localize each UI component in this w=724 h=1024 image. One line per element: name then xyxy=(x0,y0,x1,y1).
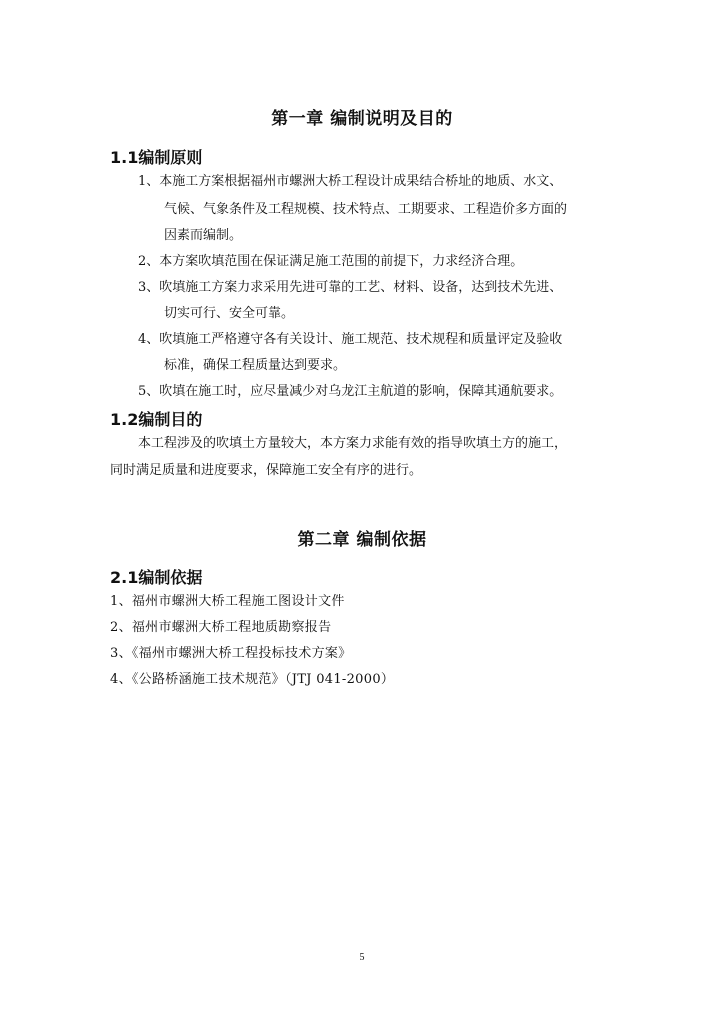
basis-item-3: 3、《福州市螺洲大桥工程投标技术方案》 xyxy=(110,646,352,661)
section-1-1-title: 1.1编制原则 xyxy=(110,148,203,167)
principle-3-line-2: 切实可行、安全可靠。 xyxy=(164,306,295,321)
principle-1-line-2: 气候、气象条件及工程规模、技术特点、工期要求、工程造价多方面的 xyxy=(164,202,568,217)
principle-4-line-2: 标准，确保工程质量达到要求。 xyxy=(164,358,347,373)
basis-item-1: 1、福州市螺洲大桥工程施工图设计文件 xyxy=(110,594,345,609)
principle-1-line-1: 1、本施工方案根据福州市螺洲大桥工程设计成果结合桥址的地质、水文、 xyxy=(138,174,563,189)
purpose-line-2: 同时满足质量和进度要求，保障施工安全有序的进行。 xyxy=(110,463,423,478)
principle-1-line-3: 因素而编制。 xyxy=(164,228,243,243)
basis-item-2: 2、福州市螺洲大桥工程地质勘察报告 xyxy=(110,620,332,635)
section-2-1-title: 2.1编制依据 xyxy=(110,568,203,587)
principle-3-line-1: 3、吹填施工方案力求采用先进可靠的工艺、材料、设备，达到技术先进、 xyxy=(138,280,563,295)
chapter-2-title: 第二章 编制依据 xyxy=(297,530,427,550)
principle-4-line-1: 4、吹填施工严格遵守各有关设计、施工规范、技术规程和质量评定及验收 xyxy=(138,332,563,347)
chapter-1-title: 第一章 编制说明及目的 xyxy=(271,109,453,129)
page-number: 5 xyxy=(359,952,365,963)
principle-5-line-1: 5、吹填在施工时，应尽量减少对乌龙江主航道的影响，保障其通航要求。 xyxy=(138,384,563,399)
section-1-2-title: 1.2编制目的 xyxy=(110,410,203,429)
principle-2-line-1: 2、本方案吹填范围在保证满足施工范围的前提下，力求经济合理。 xyxy=(138,254,524,269)
purpose-line-1: 本工程涉及的吹填土方量较大，本方案力求能有效的指导吹填土方的施工， xyxy=(138,436,568,451)
basis-item-4: 4、《公路桥涵施工技术规范》（JTJ 041-2000） xyxy=(110,672,395,687)
